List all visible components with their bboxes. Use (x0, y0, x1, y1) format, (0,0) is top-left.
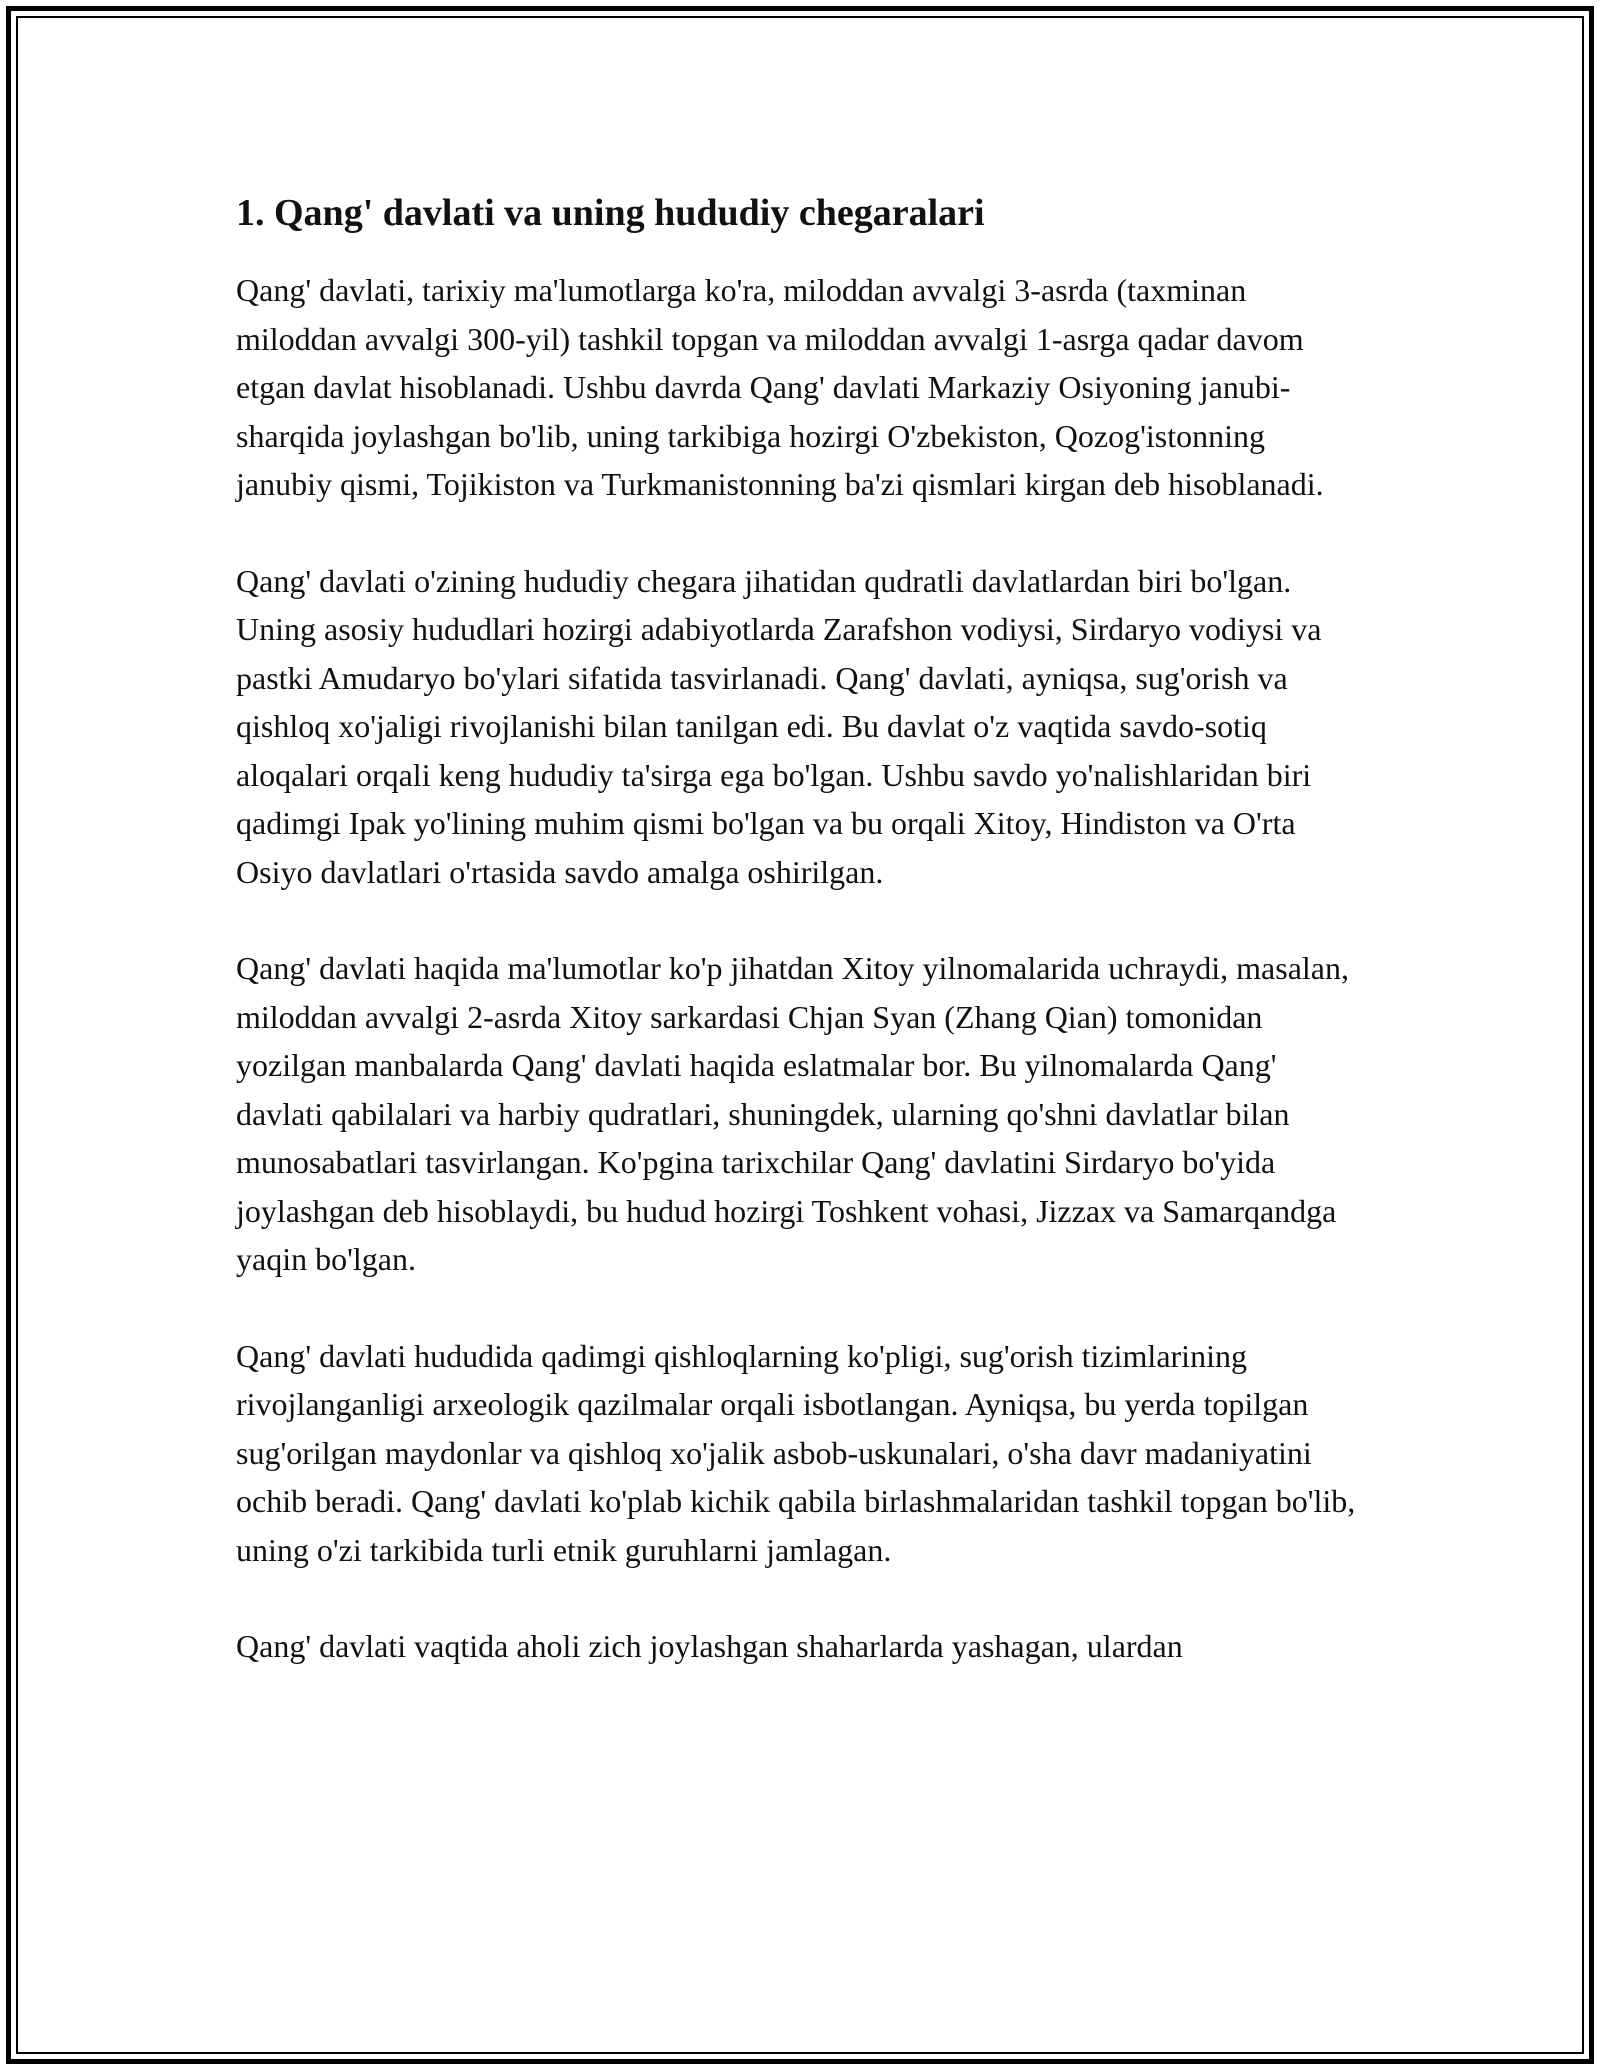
document-body (236, 180, 1366, 1719)
paragraph: Qang' davlati haqida ma'lumotlar ko'p jihatdan Xitoy yilnomalarida uchraydi, masalan, miloddan avvalgi 2-asrda Xitoy sarkardasi Chjan Syan (Zhang Qian) tomonidan yozilgan manbalarda Qang' davlati haqida eslatmalar bor. Bu yilnomalarda Qang' davlati qabilalari va harbiy qudratlari, shuningdek, ularning qo'shni davlatlar bilan munosabatlari tasvirlangan. Ko'pgina tarixchilar Qang' davlatini Sirdaryo bo'yida joylashgan deb hisoblaydi, bu hudud hozirgi Toshkent vohasi, Jizzax va Samarqandga yaqin bo'lgan. (236, 950, 1349, 1277)
paragraph: Qang' davlati hududida qadimgi qishloqlarning ko'pligi, sug'orish tizimlarining rivojlanganligi arxeologik qazilmalar orqali isbotlangan. Ayniqsa, bu yerda topilgan sug'orilgan maydonlar va qishloq xo'jalik asbob-uskunalari, o'sha davr madaniyatini ochib beradi. Qang' davlati ko'plab kichik qabila birlashmalaridan tashkil topgan bo'lib, uning o'zi tarkibida turli etnik guruhlarni jamlagan. (236, 1337, 1356, 1568)
paragraph: Qang' davlati, tarixiy ma'lumotlarga ko'ra, miloddan avvalgi 3-asrda (taxminan miloddan avvalgi 300-yil) tashkil topgan va miloddan avvalgi 1-asrga qadar davom etgan davlat hisoblanadi. Ushbu davrda Qang' davlati Markaziy Osiyoning janubi-sharqida joylashgan bo'lib, uning tarkibiga hozirgi O'zbekiston, Qozog'istonning janubiy qismi, Tojikiston va Turkmanistonning ba'zi qismlari kirgan deb hisoblanadi. (236, 272, 1324, 502)
document-title: 1. Qang' davlati va uning hududiy chegaralari (236, 192, 985, 234)
paragraph: Qang' davlati o'zining hududiy chegara jihatidan qudratli davlatlardan biri bo'lgan. Uning asosiy hududlari hozirgi adabiyotlarda Zarafshon vodiysi, Sirdaryo vodiysi va pastki Amudaryo bo'ylari sifatida tasvirlanadi. Qang' davlati, ayniqsa, sug'orish va qishloq xo'jaligi rivojlanishi bilan tanilgan edi. Bu davlat o'z vaqtida savdo-sotiq aloqalari orqali keng hududiy ta'sirga ega bo'lgan. Ushbu savdo yo'nalishlaridan biri qadimgi Ipak yo'lining muhim qismi bo'lgan va bu orqali Xitoy, Hindiston va O'rta Osiyo davlatlari o'rtasida savdo amalga oshirilgan. (236, 562, 1322, 890)
paragraph: Qang' davlati vaqtida aholi zich joylashgan shaharlarda yashagan, ulardan (236, 1628, 1183, 1664)
